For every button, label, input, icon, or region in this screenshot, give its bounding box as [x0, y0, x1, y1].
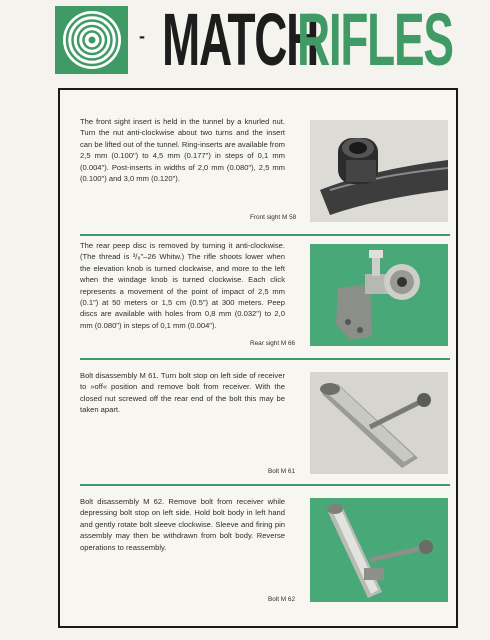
section-front-sight: [80, 116, 448, 230]
page-header: [0, 0, 490, 84]
front-sight-photo: [310, 120, 448, 222]
section-caption: Bolt M 61: [268, 468, 295, 475]
section-text: Bolt disassembly M 61. Turn bolt stop on left side of receiver to »off« position and remove bolt from receiver. With the closed nut screwed off the rear end of the bolt this may be taken apart.: [80, 371, 285, 415]
section-divider: [80, 484, 450, 486]
bolt-m62-photo: [310, 498, 448, 602]
section-text: The rear peep disc is removed by turning it anti-clockwise. (The thread is ³/₈"–26 Whitw.) The rifle shoots lower when the elevation knob is turned clockwise, and more to the left when the windage knob is turned clockwise. Each click represents a movement of the point of impact of 2,5 mm (0.1") at 50 meters or 1,5 cm (0.5") at 300 meters. Peep discs are available with holes from 0,8 mm (0.032") to 2,0 mm (0.080") in steps of 0,1 mm (0.004").: [80, 241, 285, 330]
section-caption: Rear sight M 66: [250, 340, 296, 347]
section-caption: Bolt M 62: [268, 596, 295, 603]
bolt-m61-photo: [310, 372, 448, 474]
target-logo: [55, 6, 128, 74]
section-bolt-m62: [80, 496, 448, 616]
section-text: Bolt disassembly M 62. Remove bolt from receiver while depressing bolt stop on left side. Hold bolt body in left hand and gently rotate bolt sleeve clockwise. Sleeve and firing pin assembly may then be withdrawn from bolt body. Reverse operations to reassembly.: [80, 497, 285, 552]
section-text: The front sight insert is held in the tunnel by a knurled nut. Turn the nut anti-clockwise about two turns and the insert can be lifted out of the tunnel. Ring-inserts are available from 2,5 mm (0.100") to 4,5 mm (0.177") in steps of 0,1 mm (0.004"). Post-inserts in widths of 2,0 mm (0.080"), 2,5 mm (0.100") and 3,0 mm (0.120").: [80, 117, 285, 184]
section-caption: Front sight M 58: [250, 214, 297, 221]
title-match: MATCH: [162, 0, 319, 81]
section-rear-sight: [80, 240, 448, 354]
section-bolt-m61: [80, 370, 448, 484]
target-icon: [61, 9, 123, 71]
section-divider: [80, 358, 450, 360]
title-rifles: RIFLES: [297, 0, 453, 81]
content-frame: [58, 88, 458, 628]
section-divider: [80, 234, 450, 236]
rear-sight-photo: [310, 244, 448, 346]
title-dash: -: [139, 26, 145, 46]
